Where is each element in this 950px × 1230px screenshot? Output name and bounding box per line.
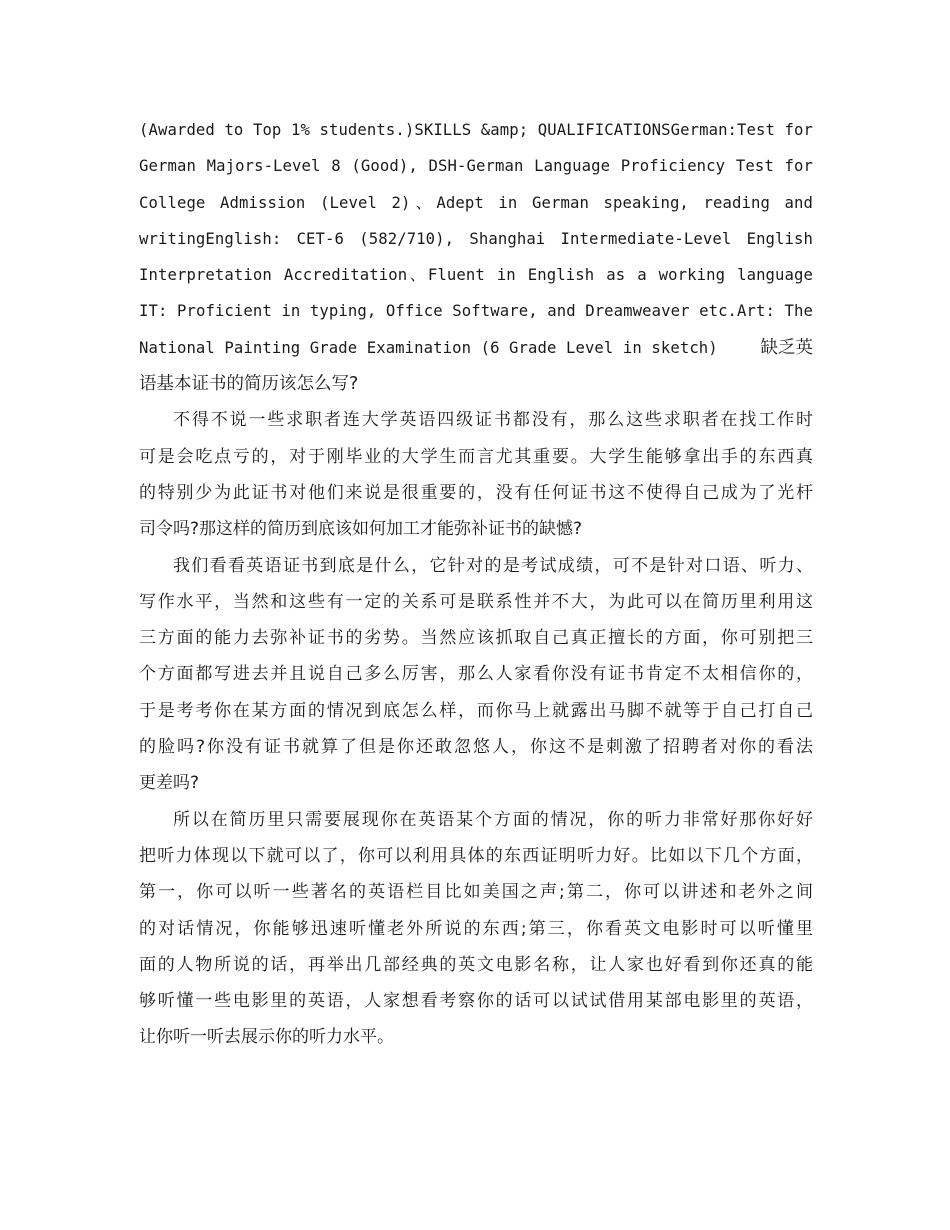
- paragraph-2: [139, 548, 813, 802]
- text-line: (Awarded to Top 1% students.)SKILLS &amp; QUALIFICATIONSGerman:Test for: [139, 121, 813, 139]
- text-line: College Admission (Level 2)、Adept in German speaking, reading and: [139, 193, 813, 212]
- text-line: Interpretation Accreditation、Fluent in English as a working language: [139, 266, 813, 285]
- english-resume-block: [139, 112, 813, 402]
- text-line: 更差吗?: [139, 773, 200, 794]
- section-heading: 语基本证书的简历该怎么写?: [139, 374, 359, 395]
- text-line: 于是考考你在某方面的情况到底怎么样，而你马上就露出马脚不就等于自己打自己: [139, 700, 813, 721]
- text-line: IT: Proficient in typing, Office Software, and Dreamweaver etc.Art: The: [139, 302, 813, 321]
- text-line: National Painting Grade Examination (6 Grade Level in sketch): [139, 338, 718, 357]
- text-line: 把听力体现以下就可以了，你可以利用具体的东西证明听力好。比如以下几个方面，: [139, 845, 813, 866]
- text-line: 可是会吃点亏的，对于刚毕业的大学生而言尤其重要。大学生能够拿出手的东西真: [139, 446, 813, 467]
- text-line: German Majors-Level 8 (Good), DSH-German Language Proficiency Test for: [139, 157, 813, 176]
- text-line: 够听懂一些电影里的英语，人家想看考察你的话可以试试借用某部电影里的英语，: [139, 991, 813, 1012]
- text-line: 面的人物所说的话，再举出几部经典的英文电影名称，让人家也好看到你还真的能: [139, 954, 813, 975]
- text-line: 的对话情况，你能够迅速听懂老外所说的东西;第三，你看英文电影时可以听懂里: [139, 918, 813, 939]
- text-line: 写作水平，当然和这些有一定的关系可是联系性并不大，为此可以在简历里利用这: [139, 591, 813, 612]
- text-line: 第一，你可以听一些著名的英语栏目比如美国之声;第二，你可以讲述和老外之间: [139, 882, 813, 903]
- text-line: 个方面都写进去并且说自己多么厉害，那么人家看你没有证书肯定不太相信你的，: [139, 664, 813, 685]
- paragraph-3: [139, 802, 813, 1056]
- text-line-with-heading: [139, 330, 813, 366]
- text-line: 所以在简历里只需要展现你在英语某个方面的情况，你的听力非常好那你好好: [173, 809, 813, 830]
- text-line: 不得不说一些求职者连大学英语四级证书都没有，那么这些求职者在找工作时: [173, 410, 813, 431]
- text-line: 我们看看英语证书到底是什么，它针对的是考试成绩，可不是针对口语、听力、: [173, 555, 813, 576]
- paragraph-1: [139, 402, 813, 547]
- text-line: 三方面的能力去弥补证书的劣势。当然应该抓取自己真正擅长的方面，你可别把三: [139, 628, 813, 649]
- text-line: 的脸吗?你没有证书就算了但是你还敢忽悠人，你这不是刺激了招聘者对你的看法: [139, 737, 813, 758]
- text-line: writingEnglish: CET-6 (582/710), Shanghai Intermediate-Level English: [139, 229, 813, 248]
- document-body: [139, 112, 813, 1056]
- section-heading-start: 缺乏英: [760, 337, 813, 358]
- text-line: 的特别少为此证书对他们来说是很重要的，没有任何证书这不使得自己成为了光杆: [139, 482, 813, 503]
- text-line: 司令吗?那这样的简历到底该如何加工才能弥补证书的缺憾?: [139, 519, 583, 540]
- text-line: 让你听一听去展示你的听力水平。: [139, 1027, 394, 1048]
